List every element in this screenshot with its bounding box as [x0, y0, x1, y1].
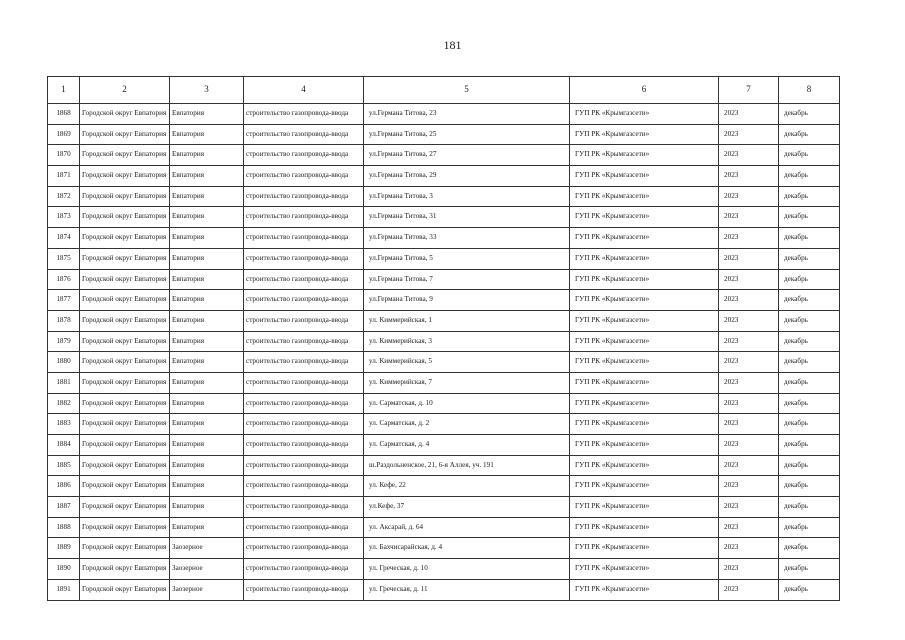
header-row [48, 77, 840, 104]
address-cell: ул.Германа Титова, 5 [364, 248, 570, 269]
year-cell: 2023 [719, 269, 779, 290]
address-cell: ул.Германа Титова, 9 [364, 290, 570, 311]
column-header-4: 4 [244, 77, 364, 104]
address-cell: ул.Германа Титова, 29 [364, 166, 570, 187]
address-cell: ул.Кефе, 37 [364, 497, 570, 518]
organization-cell: ГУП РК «Крымгазсети» [570, 579, 719, 600]
address-cell: ул. Сарматская, д. 4 [364, 435, 570, 456]
month-cell: декабрь [779, 372, 840, 393]
column-header-7: 7 [719, 77, 779, 104]
year-cell: 2023 [719, 228, 779, 249]
settlement-cell: Евпатория [170, 517, 244, 538]
row-number: 1886 [48, 476, 80, 497]
work-type-cell: строительство газопровода-ввода [244, 372, 364, 393]
table-row [48, 517, 840, 538]
district-cell: Городской округ Евпатория [80, 269, 170, 290]
year-cell: 2023 [719, 310, 779, 331]
month-cell: декабрь [779, 207, 840, 228]
table-row [48, 435, 840, 456]
settlement-cell: Евпатория [170, 145, 244, 166]
district-cell: Городской округ Евпатория [80, 331, 170, 352]
address-cell: ул.Германа Титова, 7 [364, 269, 570, 290]
work-type-cell: строительство газопровода-ввода [244, 310, 364, 331]
table-row [48, 559, 840, 580]
year-cell: 2023 [719, 124, 779, 145]
settlement-cell: Евпатория [170, 166, 244, 187]
organization-cell: ГУП РК «Крымгазсети» [570, 559, 719, 580]
work-type-cell: строительство газопровода-ввода [244, 290, 364, 311]
year-cell: 2023 [719, 186, 779, 207]
row-number: 1880 [48, 352, 80, 373]
month-cell: декабрь [779, 269, 840, 290]
work-type-cell: строительство газопровода-ввода [244, 228, 364, 249]
district-cell: Городской округ Евпатория [80, 414, 170, 435]
district-cell: Городской округ Евпатория [80, 517, 170, 538]
row-number: 1882 [48, 393, 80, 414]
district-cell: Городской округ Евпатория [80, 228, 170, 249]
district-cell: Городской округ Евпатория [80, 352, 170, 373]
year-cell: 2023 [719, 248, 779, 269]
month-cell: декабрь [779, 517, 840, 538]
district-cell: Городской округ Евпатория [80, 290, 170, 311]
row-number: 1869 [48, 124, 80, 145]
address-cell: ул. Кефе, 22 [364, 476, 570, 497]
settlement-cell: Евпатория [170, 186, 244, 207]
address-cell: ул. Сарматская, д. 2 [364, 414, 570, 435]
settlement-cell: Евпатория [170, 455, 244, 476]
address-cell: ул.Германа Титова, 31 [364, 207, 570, 228]
organization-cell: ГУП РК «Крымгазсети» [570, 207, 719, 228]
settlement-cell: Евпатория [170, 497, 244, 518]
year-cell: 2023 [719, 435, 779, 456]
organization-cell: ГУП РК «Крымгазсети» [570, 393, 719, 414]
table-row [48, 310, 840, 331]
district-cell: Городской округ Евпатория [80, 372, 170, 393]
organization-cell: ГУП РК «Крымгазсети» [570, 228, 719, 249]
column-header-6: 6 [570, 77, 719, 104]
settlement-cell: Евпатория [170, 331, 244, 352]
year-cell: 2023 [719, 207, 779, 228]
organization-cell: ГУП РК «Крымгазсети» [570, 455, 719, 476]
work-type-cell: строительство газопровода-ввода [244, 414, 364, 435]
year-cell: 2023 [719, 559, 779, 580]
district-cell: Городской округ Евпатория [80, 455, 170, 476]
row-number: 1875 [48, 248, 80, 269]
settlement-cell: Евпатория [170, 352, 244, 373]
month-cell: декабрь [779, 104, 840, 125]
row-number: 1879 [48, 331, 80, 352]
settlement-cell: Евпатория [170, 248, 244, 269]
month-cell: декабрь [779, 579, 840, 600]
year-cell: 2023 [719, 290, 779, 311]
year-cell: 2023 [719, 497, 779, 518]
year-cell: 2023 [719, 352, 779, 373]
organization-cell: ГУП РК «Крымгазсети» [570, 414, 719, 435]
month-cell: декабрь [779, 497, 840, 518]
year-cell: 2023 [719, 455, 779, 476]
work-type-cell: строительство газопровода-ввода [244, 579, 364, 600]
district-cell: Городской округ Евпатория [80, 104, 170, 125]
settlement-cell: Евпатория [170, 124, 244, 145]
organization-cell: ГУП РК «Крымгазсети» [570, 290, 719, 311]
address-cell: ул.Германа Титова, 3 [364, 186, 570, 207]
row-number: 1878 [48, 310, 80, 331]
district-cell: Городской округ Евпатория [80, 186, 170, 207]
district-cell: Городской округ Евпатория [80, 497, 170, 518]
table-row [48, 104, 840, 125]
row-number: 1881 [48, 372, 80, 393]
work-type-cell: строительство газопровода-ввода [244, 455, 364, 476]
organization-cell: ГУП РК «Крымгазсети» [570, 310, 719, 331]
settlement-cell: Евпатория [170, 228, 244, 249]
row-number: 1876 [48, 269, 80, 290]
month-cell: декабрь [779, 538, 840, 559]
work-type-cell: строительство газопровода-ввода [244, 269, 364, 290]
month-cell: декабрь [779, 186, 840, 207]
year-cell: 2023 [719, 538, 779, 559]
work-type-cell: строительство газопровода-ввода [244, 124, 364, 145]
work-type-cell: строительство газопровода-ввода [244, 559, 364, 580]
table-row [48, 228, 840, 249]
district-cell: Городской округ Евпатория [80, 476, 170, 497]
address-cell: ул. Греческая, д. 10 [364, 559, 570, 580]
organization-cell: ГУП РК «Крымгазсети» [570, 104, 719, 125]
month-cell: декабрь [779, 393, 840, 414]
district-cell: Городской округ Евпатория [80, 207, 170, 228]
month-cell: декабрь [779, 352, 840, 373]
table-row [48, 538, 840, 559]
work-type-cell: строительство газопровода-ввода [244, 435, 364, 456]
organization-cell: ГУП РК «Крымгазсети» [570, 497, 719, 518]
organization-cell: ГУП РК «Крымгазсети» [570, 166, 719, 187]
district-cell: Городской округ Евпатория [80, 166, 170, 187]
organization-cell: ГУП РК «Крымгазсети» [570, 538, 719, 559]
column-header-1: 1 [48, 77, 80, 104]
work-type-cell: строительство газопровода-ввода [244, 476, 364, 497]
address-cell: ул.Германа Титова, 25 [364, 124, 570, 145]
table-row [48, 290, 840, 311]
table-row [48, 352, 840, 373]
address-cell: ул. Киммерийская, 5 [364, 352, 570, 373]
district-cell: Городской округ Евпатория [80, 579, 170, 600]
row-number: 1873 [48, 207, 80, 228]
year-cell: 2023 [719, 476, 779, 497]
row-number: 1887 [48, 497, 80, 518]
settlement-cell: Евпатория [170, 414, 244, 435]
month-cell: декабрь [779, 290, 840, 311]
district-cell: Городской округ Евпатория [80, 124, 170, 145]
organization-cell: ГУП РК «Крымгазсети» [570, 248, 719, 269]
table-row [48, 248, 840, 269]
organization-cell: ГУП РК «Крымгазсети» [570, 145, 719, 166]
organization-cell: ГУП РК «Крымгазсети» [570, 435, 719, 456]
column-header-2: 2 [80, 77, 170, 104]
column-header-8: 8 [779, 77, 840, 104]
year-cell: 2023 [719, 372, 779, 393]
table-row [48, 497, 840, 518]
district-cell: Городской округ Евпатория [80, 145, 170, 166]
organization-cell: ГУП РК «Крымгазсети» [570, 331, 719, 352]
row-number: 1872 [48, 186, 80, 207]
work-type-cell: строительство газопровода-ввода [244, 331, 364, 352]
month-cell: декабрь [779, 310, 840, 331]
month-cell: декабрь [779, 414, 840, 435]
year-cell: 2023 [719, 145, 779, 166]
organization-cell: ГУП РК «Крымгазсети» [570, 186, 719, 207]
district-cell: Городской округ Евпатория [80, 538, 170, 559]
work-type-cell: строительство газопровода-ввода [244, 248, 364, 269]
month-cell: декабрь [779, 435, 840, 456]
organization-cell: ГУП РК «Крымгазсети» [570, 476, 719, 497]
work-type-cell: строительство газопровода-ввода [244, 145, 364, 166]
column-header-5: 5 [364, 77, 570, 104]
year-cell: 2023 [719, 579, 779, 600]
work-type-cell: строительство газопровода-ввода [244, 517, 364, 538]
work-type-cell: строительство газопровода-ввода [244, 186, 364, 207]
work-type-cell: строительство газопровода-ввода [244, 497, 364, 518]
address-cell: ул. Греческая, д. 11 [364, 579, 570, 600]
district-cell: Городской округ Евпатория [80, 559, 170, 580]
work-type-cell: строительство газопровода-ввода [244, 352, 364, 373]
settlement-cell: Заозерное [170, 579, 244, 600]
work-type-cell: строительство газопровода-ввода [244, 104, 364, 125]
year-cell: 2023 [719, 414, 779, 435]
table-row [48, 372, 840, 393]
year-cell: 2023 [719, 331, 779, 352]
year-cell: 2023 [719, 104, 779, 125]
organization-cell: ГУП РК «Крымгазсети» [570, 124, 719, 145]
address-cell: ул. Киммерийская, 7 [364, 372, 570, 393]
address-cell: ул. Бахчисарайская, д. 4 [364, 538, 570, 559]
settlement-cell: Евпатория [170, 290, 244, 311]
month-cell: декабрь [779, 124, 840, 145]
table-row [48, 414, 840, 435]
year-cell: 2023 [719, 166, 779, 187]
row-number: 1890 [48, 559, 80, 580]
table-row [48, 124, 840, 145]
month-cell: декабрь [779, 166, 840, 187]
organization-cell: ГУП РК «Крымгазсети» [570, 269, 719, 290]
month-cell: декабрь [779, 331, 840, 352]
settlement-cell: Евпатория [170, 104, 244, 125]
district-cell: Городской округ Евпатория [80, 310, 170, 331]
district-cell: Городской округ Евпатория [80, 393, 170, 414]
row-number: 1884 [48, 435, 80, 456]
address-cell: ул. Сарматская, д. 10 [364, 393, 570, 414]
organization-cell: ГУП РК «Крымгазсети» [570, 352, 719, 373]
table-body [48, 77, 840, 601]
address-cell: ул.Германа Титова, 23 [364, 104, 570, 125]
row-number: 1868 [48, 104, 80, 125]
row-number: 1871 [48, 166, 80, 187]
address-cell: ул. Аксарай, д. 64 [364, 517, 570, 538]
row-number: 1874 [48, 228, 80, 249]
page-number: 181 [443, 38, 462, 52]
year-cell: 2023 [719, 517, 779, 538]
district-cell: Городской округ Евпатория [80, 248, 170, 269]
table-row [48, 207, 840, 228]
address-cell: ул. Киммерийская, 3 [364, 331, 570, 352]
table-row [48, 145, 840, 166]
row-number: 1891 [48, 579, 80, 600]
row-number: 1883 [48, 414, 80, 435]
address-cell: ш.Раздольненское, 21, 6-я Аллея, уч. 191 [364, 455, 570, 476]
address-cell: ул. Киммерийская, 1 [364, 310, 570, 331]
work-type-cell: строительство газопровода-ввода [244, 393, 364, 414]
settlement-cell: Евпатория [170, 372, 244, 393]
row-number: 1885 [48, 455, 80, 476]
settlement-cell: Заозерное [170, 538, 244, 559]
year-cell: 2023 [719, 393, 779, 414]
settlement-cell: Евпатория [170, 269, 244, 290]
settlement-cell: Заозерное [170, 559, 244, 580]
column-header-3: 3 [170, 77, 244, 104]
work-type-cell: строительство газопровода-ввода [244, 207, 364, 228]
row-number: 1870 [48, 145, 80, 166]
table-row [48, 455, 840, 476]
settlement-cell: Евпатория [170, 476, 244, 497]
month-cell: декабрь [779, 455, 840, 476]
organization-cell: ГУП РК «Крымгазсети» [570, 372, 719, 393]
row-number: 1877 [48, 290, 80, 311]
table-row [48, 166, 840, 187]
table-row [48, 331, 840, 352]
table-row [48, 579, 840, 600]
district-cell: Городской округ Евпатория [80, 435, 170, 456]
settlement-cell: Евпатория [170, 435, 244, 456]
month-cell: декабрь [779, 228, 840, 249]
settlement-cell: Евпатория [170, 310, 244, 331]
gas-pipeline-schedule-table [47, 76, 840, 601]
table-row [48, 269, 840, 290]
month-cell: декабрь [779, 559, 840, 580]
organization-cell: ГУП РК «Крымгазсети» [570, 517, 719, 538]
table-row [48, 186, 840, 207]
month-cell: декабрь [779, 145, 840, 166]
settlement-cell: Евпатория [170, 393, 244, 414]
settlement-cell: Евпатория [170, 207, 244, 228]
month-cell: декабрь [779, 476, 840, 497]
row-number: 1888 [48, 517, 80, 538]
table-row [48, 476, 840, 497]
work-type-cell: строительство газопровода-ввода [244, 166, 364, 187]
work-type-cell: строительство газопровода-ввода [244, 538, 364, 559]
address-cell: ул.Германа Титова, 33 [364, 228, 570, 249]
table-row [48, 393, 840, 414]
address-cell: ул.Германа Титова, 27 [364, 145, 570, 166]
row-number: 1889 [48, 538, 80, 559]
month-cell: декабрь [779, 248, 840, 269]
